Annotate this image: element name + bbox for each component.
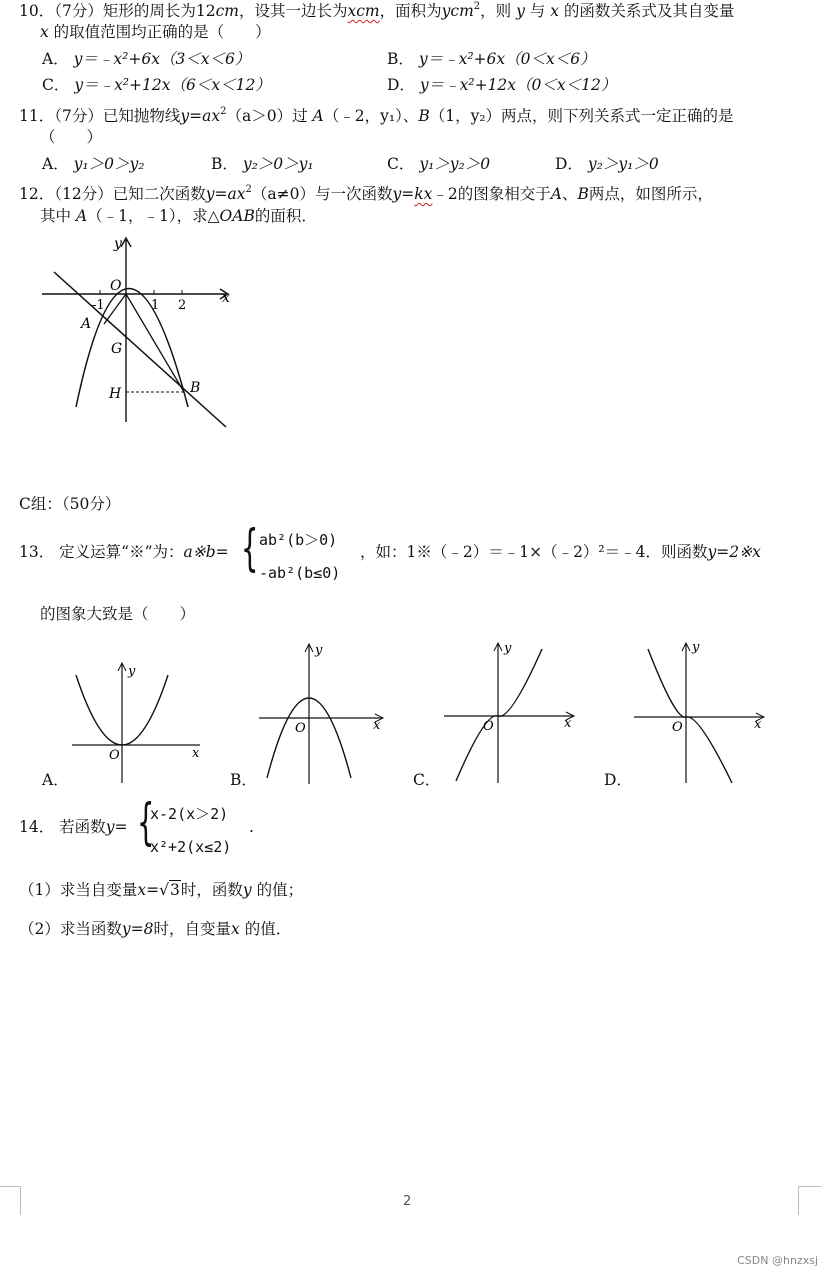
q10-option-d[interactable]: D． y＝﹣x²+12x（0＜x＜12） [387,76,617,94]
q13-stem-left: 13． 定义运算“※”为：a※b= [19,543,229,561]
watermark: CSDN @hnzxsj [737,1254,818,1267]
q12-label-g: G [111,341,123,357]
q14-number: 14． [19,818,55,836]
svg-text:x: x [192,746,200,761]
svg-text:O: O [483,719,494,734]
q10-line-1: 10．（7分）矩形的周长为12cm，设其一边长为xcm，面积为ycm$^2$，则 y 与 x 的函数关系式及其自变量 [19,1,735,20]
q13-graph-c[interactable] [440,637,580,787]
svg-text:O: O [295,721,306,736]
q11-line-1: 11．（7分）已知抛物线$y=ax^2(a>0)$过 A（﹣2，y₁）、B（1，y₂）两点，则下列关系式一定正确的是 [19,106,734,125]
q12-label-y: y [114,236,122,252]
q14-case-2: x²+2(x≤2) [150,838,232,856]
q13-stem-right: ，如：1※（﹣2）＝﹣1×（﹣2）²＝﹣4．则函数y=2※x [360,543,761,561]
page-corner-right [798,1186,821,1215]
q13-number: 13． [19,543,55,561]
q14-part-1: （1）求当自变量x=√3时，函数y 的值； [19,881,304,899]
q11-option-c[interactable]: C． y₁＞y₂＞0 [387,155,491,173]
q10-stem-1: 矩形的周长为12 [102,2,216,20]
q12-label-b: B [190,380,201,396]
q13-case-1: ab²(b＞0) [259,531,338,549]
q10-stem-4: ，则 [480,2,512,20]
q10-ycm: ycm [441,2,474,20]
section-c-heading: C组：（50分） [19,495,121,513]
svg-text:x: x [754,717,762,732]
svg-text:x: x [564,716,572,731]
q12-figure [36,232,236,432]
q10-stem-5: 与 [529,2,546,20]
q10-stem-2: ，设其一边长为 [238,2,348,20]
q12-label-h: H [109,386,122,402]
q13-option-a[interactable]: A． [42,771,69,789]
q13-graph-d[interactable] [630,637,770,787]
svg-text:O: O [109,748,120,763]
q10-points: （7分） [54,2,103,20]
q10-line-2: x 的取值范围均正确的是（ ） [40,23,271,41]
svg-text:x: x [373,718,381,733]
q10-xcm: xcm [347,2,380,20]
svg-text:y: y [692,640,700,655]
q10-number: 10． [19,2,55,20]
q13-option-b[interactable]: B． [230,771,257,789]
svg-text:y: y [504,641,512,656]
q12-label-a: A [81,316,92,332]
q11-number: 11． [19,107,55,125]
q14-part-2: （2）求当函数y=8时，自变量x 的值． [19,920,292,938]
q10-option-b[interactable]: B． y＝﹣x²+6x（0＜x＜6） [387,50,596,68]
svg-text:O: O [672,720,683,735]
q14-period: . [249,818,254,836]
q12-label-o: O [110,278,122,294]
q12-label-p1: 1 [151,298,160,313]
q13-stem-line-2: 的图象大致是（ ） [40,605,196,623]
q12-number: 12． [19,185,55,203]
page-corner-left [0,1186,21,1215]
q12-label-m1: -1 [92,298,105,313]
q13-graph-a[interactable] [60,655,210,790]
q13-case-2: -ab²(b≤0) [259,564,341,582]
q12-label-x: x [222,290,230,306]
q12-line-2: 其中 A（﹣1，﹣1），求△OAB的面积． [40,207,317,225]
q12-label-p2: 2 [178,298,187,313]
q13-option-d[interactable]: D． [604,771,632,789]
svg-text:y: y [128,664,136,679]
q11-option-b[interactable]: B． y₂＞0＞y₁ [211,155,314,173]
q14-stem: 14． 若函数y= [19,818,128,836]
q10-cm: cm [215,2,239,20]
q11-points: （7分） [54,107,103,125]
q12-points: （12分） [54,185,113,203]
svg-text:y: y [315,643,323,658]
sqrt-symbol: √3 [159,881,180,899]
q13-brace: { [241,519,259,577]
q12-line-1: 12．（12分）已知二次函数$y=ax^2(a\ne 0)$与一次函数y=kx﹣2的图象相交于A、B两点，如图所示， [19,184,713,203]
q10-option-c[interactable]: C． y＝﹣x²+12x（6＜x＜12） [42,76,271,94]
q14-case-1: x-2(x＞2) [150,805,229,823]
q11-blank: （ ） [40,128,103,146]
q11-option-d[interactable]: D． y₂＞y₁＞0 [555,155,659,173]
q14-brace: { [137,793,155,851]
q10-stem-3: ，面积为 [379,2,442,20]
q10-stem-6: 的函数关系式及其自变量 [563,2,735,20]
q11-option-a[interactable]: A． y₁＞0＞y₂ [42,155,145,173]
page-number: 2 [403,1194,412,1209]
q10-stem-7: 的取值范围均正确的是（ ） [53,23,271,41]
q13-graph-b[interactable] [255,638,390,788]
q13-option-c[interactable]: C． [413,771,441,789]
q10-option-a[interactable]: A． y＝﹣x²+6x（3＜x＜6） [42,50,251,68]
